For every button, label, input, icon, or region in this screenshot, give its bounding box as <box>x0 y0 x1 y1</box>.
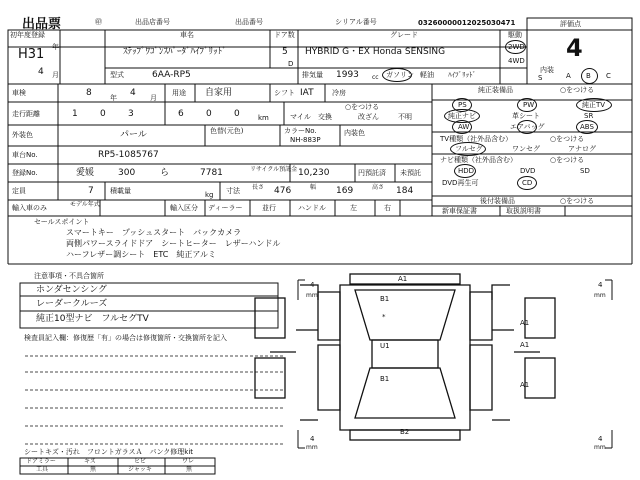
cd-circle <box>517 176 537 190</box>
legend-h-4: ワレ <box>182 458 195 465</box>
model-year-label: モデル年式 <box>70 201 100 208</box>
grade-name-value: HYBRID G・EX Honda SENSING <box>305 47 446 57</box>
recycle-status: 円預託済 <box>358 169 386 177</box>
equip-aw-circle <box>452 120 472 134</box>
nav-hdd: HDD <box>458 167 475 175</box>
equip-abs: ABS <box>580 123 594 131</box>
km-unit: km <box>258 114 269 122</box>
serial-label: シリアル番号 <box>335 18 377 26</box>
interior-label: 内装 <box>540 66 554 74</box>
cd-label: CD <box>522 179 533 187</box>
mileage-circle-note: ○をつける <box>345 103 380 111</box>
legend-h-2: キズ <box>84 458 96 465</box>
capacity-value: 7 <box>88 186 94 196</box>
tv-title: TV種類（社外品含む） <box>440 135 513 143</box>
interior-b-circle <box>581 68 598 84</box>
odo-rollback: 改ざん <box>358 113 379 121</box>
equip-airbag: エアバッグ <box>510 123 545 131</box>
equip-abs-circle <box>576 120 598 134</box>
sales-point-line-3: ハーフレザー調シート ETC 純正アルミ <box>66 250 217 259</box>
import-parallel: 並行 <box>262 204 276 212</box>
rear-equipment-title: 後付装備品 <box>480 197 515 205</box>
stamp-mark: ㊞ <box>95 18 102 26</box>
color-no-value: NH-883P <box>290 136 321 144</box>
equip-aw: AW <box>458 123 470 131</box>
length-label: 長さ <box>252 184 265 191</box>
import-dealer: ディーラー <box>208 204 243 212</box>
bracket-br-mm: mm <box>594 444 606 451</box>
sales-point-line-1: スマートキー プッシュスタート バックカメラ <box>66 228 242 237</box>
mileage-digit-2: 0 <box>100 109 106 119</box>
width-label: 幅 <box>310 184 317 191</box>
drive-2wd: 2WD <box>508 43 525 51</box>
note-line-1: ホンダセンシング <box>36 285 108 295</box>
plate-class: 300 <box>118 168 136 178</box>
legend-v-2: 無 <box>90 466 97 473</box>
grade-score-value: 4 <box>566 34 583 62</box>
kg-unit: kg <box>205 191 214 199</box>
fuel-hybrid: ﾊｲﾌﾞﾘｯﾄﾞ <box>448 71 476 79</box>
diagram-star: * <box>382 313 386 321</box>
odo-unknown: 不明 <box>398 113 412 121</box>
car-name-label: 車名 <box>180 31 194 39</box>
serial-value: 03260000012025030471 <box>418 19 516 27</box>
usage-value: 自家用 <box>205 88 233 98</box>
diagram-mark-3: A1 <box>520 319 530 327</box>
model-value: 6AA-RP5 <box>152 70 191 80</box>
notes-label: 注意事項・不具合箇所 <box>34 272 104 280</box>
nav-dvd: DVD <box>520 167 536 175</box>
equip-sr: SR <box>584 112 594 120</box>
length-value: 476 <box>274 186 292 196</box>
fuel-gasoline-circle <box>382 68 412 82</box>
handle-left: 左 <box>350 204 357 212</box>
doors-label: ドア数 <box>274 31 295 39</box>
first-reg-month: 4 <box>38 67 44 77</box>
grade-score-label: 評価点 <box>560 20 581 28</box>
record-new-warranty: 新車保証書 <box>442 207 477 215</box>
width-value: 169 <box>336 186 354 196</box>
mileage-digit-1: 1 <box>72 109 78 119</box>
listing-no-label: 出品番号 <box>235 18 263 26</box>
mileage-type-label: マイル <box>290 113 311 121</box>
bracket-br-value: 4 <box>598 435 603 443</box>
bracket-tl-mm: mm <box>306 292 318 299</box>
shift-label: シフト <box>274 89 295 97</box>
equip-pw: PW <box>523 101 535 109</box>
interior-b: B <box>586 72 591 80</box>
grade-label: グレード <box>390 31 418 39</box>
diagram-mark-1: A1 <box>520 341 530 349</box>
bracket-tr-mm: mm <box>594 292 606 299</box>
bracket-bl-mm: mm <box>306 444 318 451</box>
equip-pw-circle <box>517 98 537 112</box>
mileage-label: 走行距離 <box>12 110 40 118</box>
tv-fullseg-circle <box>450 142 486 156</box>
inspector-note: 検査員記入欄：修復歴「有」の場合は修復箇所・交換箇所を記入 <box>24 334 227 342</box>
ac-label: 冷房 <box>332 89 346 97</box>
mileage-digit-3: 3 <box>128 109 134 119</box>
diagram-b2: B2 <box>400 428 410 436</box>
equip-airbag-circle <box>517 120 537 134</box>
usage-label: 用途 <box>172 89 186 97</box>
first-reg-era: H31 <box>18 47 45 62</box>
nav-hdd-circle <box>454 164 476 178</box>
tv-analog: アナログ <box>568 145 596 153</box>
exterior-label: 外装色 <box>12 131 33 139</box>
equip-tv: 純正TV <box>582 101 606 109</box>
shift-value: IAT <box>300 88 314 98</box>
first-reg-label: 初年度登録 <box>10 31 45 39</box>
mileage-digit-5: 0 <box>206 109 212 119</box>
recycle-value: 10,230 <box>298 168 330 178</box>
drive-2wd-circle <box>505 40 526 54</box>
form-title: 出品票 <box>22 17 62 32</box>
note-line-2: レーダークルーズ <box>36 299 108 309</box>
sales-point-line-2: 両側パワースライドドア シートヒーター レザーハンドル <box>66 239 281 248</box>
equip-nav: 純正ナビ <box>448 112 476 120</box>
diagram-u1: U1 <box>380 342 390 350</box>
fuel-diesel: 軽油 <box>420 71 434 79</box>
diagram-b1-rear: B1 <box>380 375 390 383</box>
displacement-value: 1993 <box>336 70 359 80</box>
doors-value: 5 <box>282 47 288 57</box>
fuel-gasoline: ガソリン <box>386 71 414 79</box>
note-line-3: 純正10型ナビ フルセグTV <box>36 314 149 324</box>
model-label: 型式 <box>110 71 124 79</box>
equip-tv-circle <box>576 98 612 112</box>
record-manual: 取扱説明書 <box>506 207 541 215</box>
equipment-circle-note: ○をつける <box>560 86 595 94</box>
legend-v-4: 無 <box>186 466 193 473</box>
tv-circle-note: ○をつける <box>550 135 585 143</box>
tv-oneseg: ワンセグ <box>512 145 540 153</box>
inspection-month: 4 <box>130 88 136 98</box>
mileage-digit-6: 0 <box>234 109 240 119</box>
capacity-label: 定員 <box>12 187 26 195</box>
bracket-bl-value: 4 <box>310 435 315 443</box>
plate-kana: ら <box>160 168 170 178</box>
color-no-label: カラーNo. <box>284 127 317 135</box>
footer-note: シートキズ・汚れ フロントガラスＡ パンク修理kit <box>24 448 194 456</box>
import-class-label: 輸入区分 <box>170 204 198 212</box>
dvd-play-label: DVD再生可 <box>442 179 479 187</box>
diagram-mark-2: A1 <box>520 381 530 389</box>
car-name-value: ｽﾃｯﾌﾟﾜｺﾞﾝｽﾊﾟｰﾀﾞﾊｲﾌﾞﾘｯﾄﾞ <box>123 47 227 57</box>
month-unit: 月 <box>52 71 59 79</box>
chassis-value: RP5-1085767 <box>98 150 159 160</box>
equipment-title: 純正装備品 <box>478 86 513 94</box>
diagram-front-a1: A1 <box>398 275 408 283</box>
legend-h-1: ドアミラー <box>26 458 56 465</box>
nav-title: ナビ種類（社外品含む） <box>440 156 517 164</box>
load-label: 積載量 <box>110 187 131 195</box>
cc-unit: cc <box>372 74 379 81</box>
exterior-value: パール <box>120 130 147 140</box>
height-label: 高さ <box>372 184 385 191</box>
sales-points-label: セールスポイント <box>34 218 90 226</box>
odo-exchange: 交換 <box>318 113 332 121</box>
car-diagram <box>255 274 555 440</box>
handle-right: 右 <box>384 204 391 212</box>
diagram-b1: B1 <box>380 295 390 303</box>
inspection-month-unit: 月 <box>150 94 157 102</box>
nav-circle-note: ○をつける <box>550 156 585 164</box>
mileage-digit-4: 6 <box>178 109 184 119</box>
door-suffix: D <box>288 60 294 68</box>
drive-4wd: 4WD <box>508 57 525 65</box>
legend-v-1: 工具 <box>36 466 49 473</box>
height-value: 184 <box>396 186 414 196</box>
equip-ps: PS <box>458 101 467 109</box>
chassis-label: 車台No. <box>12 151 38 159</box>
plate-label: 登録No. <box>12 169 38 177</box>
dimensions-label: 寸法 <box>226 187 240 195</box>
interior-c: C <box>606 72 611 80</box>
year-unit: 年 <box>52 43 59 51</box>
interior-s: S <box>538 74 543 82</box>
import-label: 輸入車のみ <box>12 204 47 212</box>
nav-sd: SD <box>580 167 590 175</box>
displacement-label: 排気量 <box>302 71 323 79</box>
bracket-tr-value: 4 <box>598 281 603 289</box>
bracket-tl-value: 4 <box>310 281 315 289</box>
drive-label: 駆動 <box>508 31 522 39</box>
plate-region: 愛媛 <box>76 168 95 178</box>
recycle-unpaid: 未預託 <box>400 169 421 177</box>
legend-v-3: ジャッキ <box>128 466 152 473</box>
recycle-label: リサイクル預託金 <box>250 166 298 173</box>
interior-color-label: 内装色 <box>344 129 365 137</box>
tv-fullseg: フルセグ <box>455 145 483 153</box>
seller-no-label: 出品店番号 <box>135 18 170 26</box>
plate-number: 7781 <box>200 168 223 178</box>
rear-circle-note: ○をつける <box>560 197 595 205</box>
color-change-label: 色替(元色) <box>210 127 244 135</box>
handle-label: ハンドル <box>298 204 326 212</box>
inspection-year: 8 <box>86 88 92 98</box>
equip-leather: 革シート <box>512 112 540 120</box>
inspection-label: 車検 <box>12 89 26 97</box>
legend-h-3: ヒビ <box>134 458 147 465</box>
interior-a: A <box>566 72 571 80</box>
inspection-year-unit: 年 <box>110 94 117 102</box>
